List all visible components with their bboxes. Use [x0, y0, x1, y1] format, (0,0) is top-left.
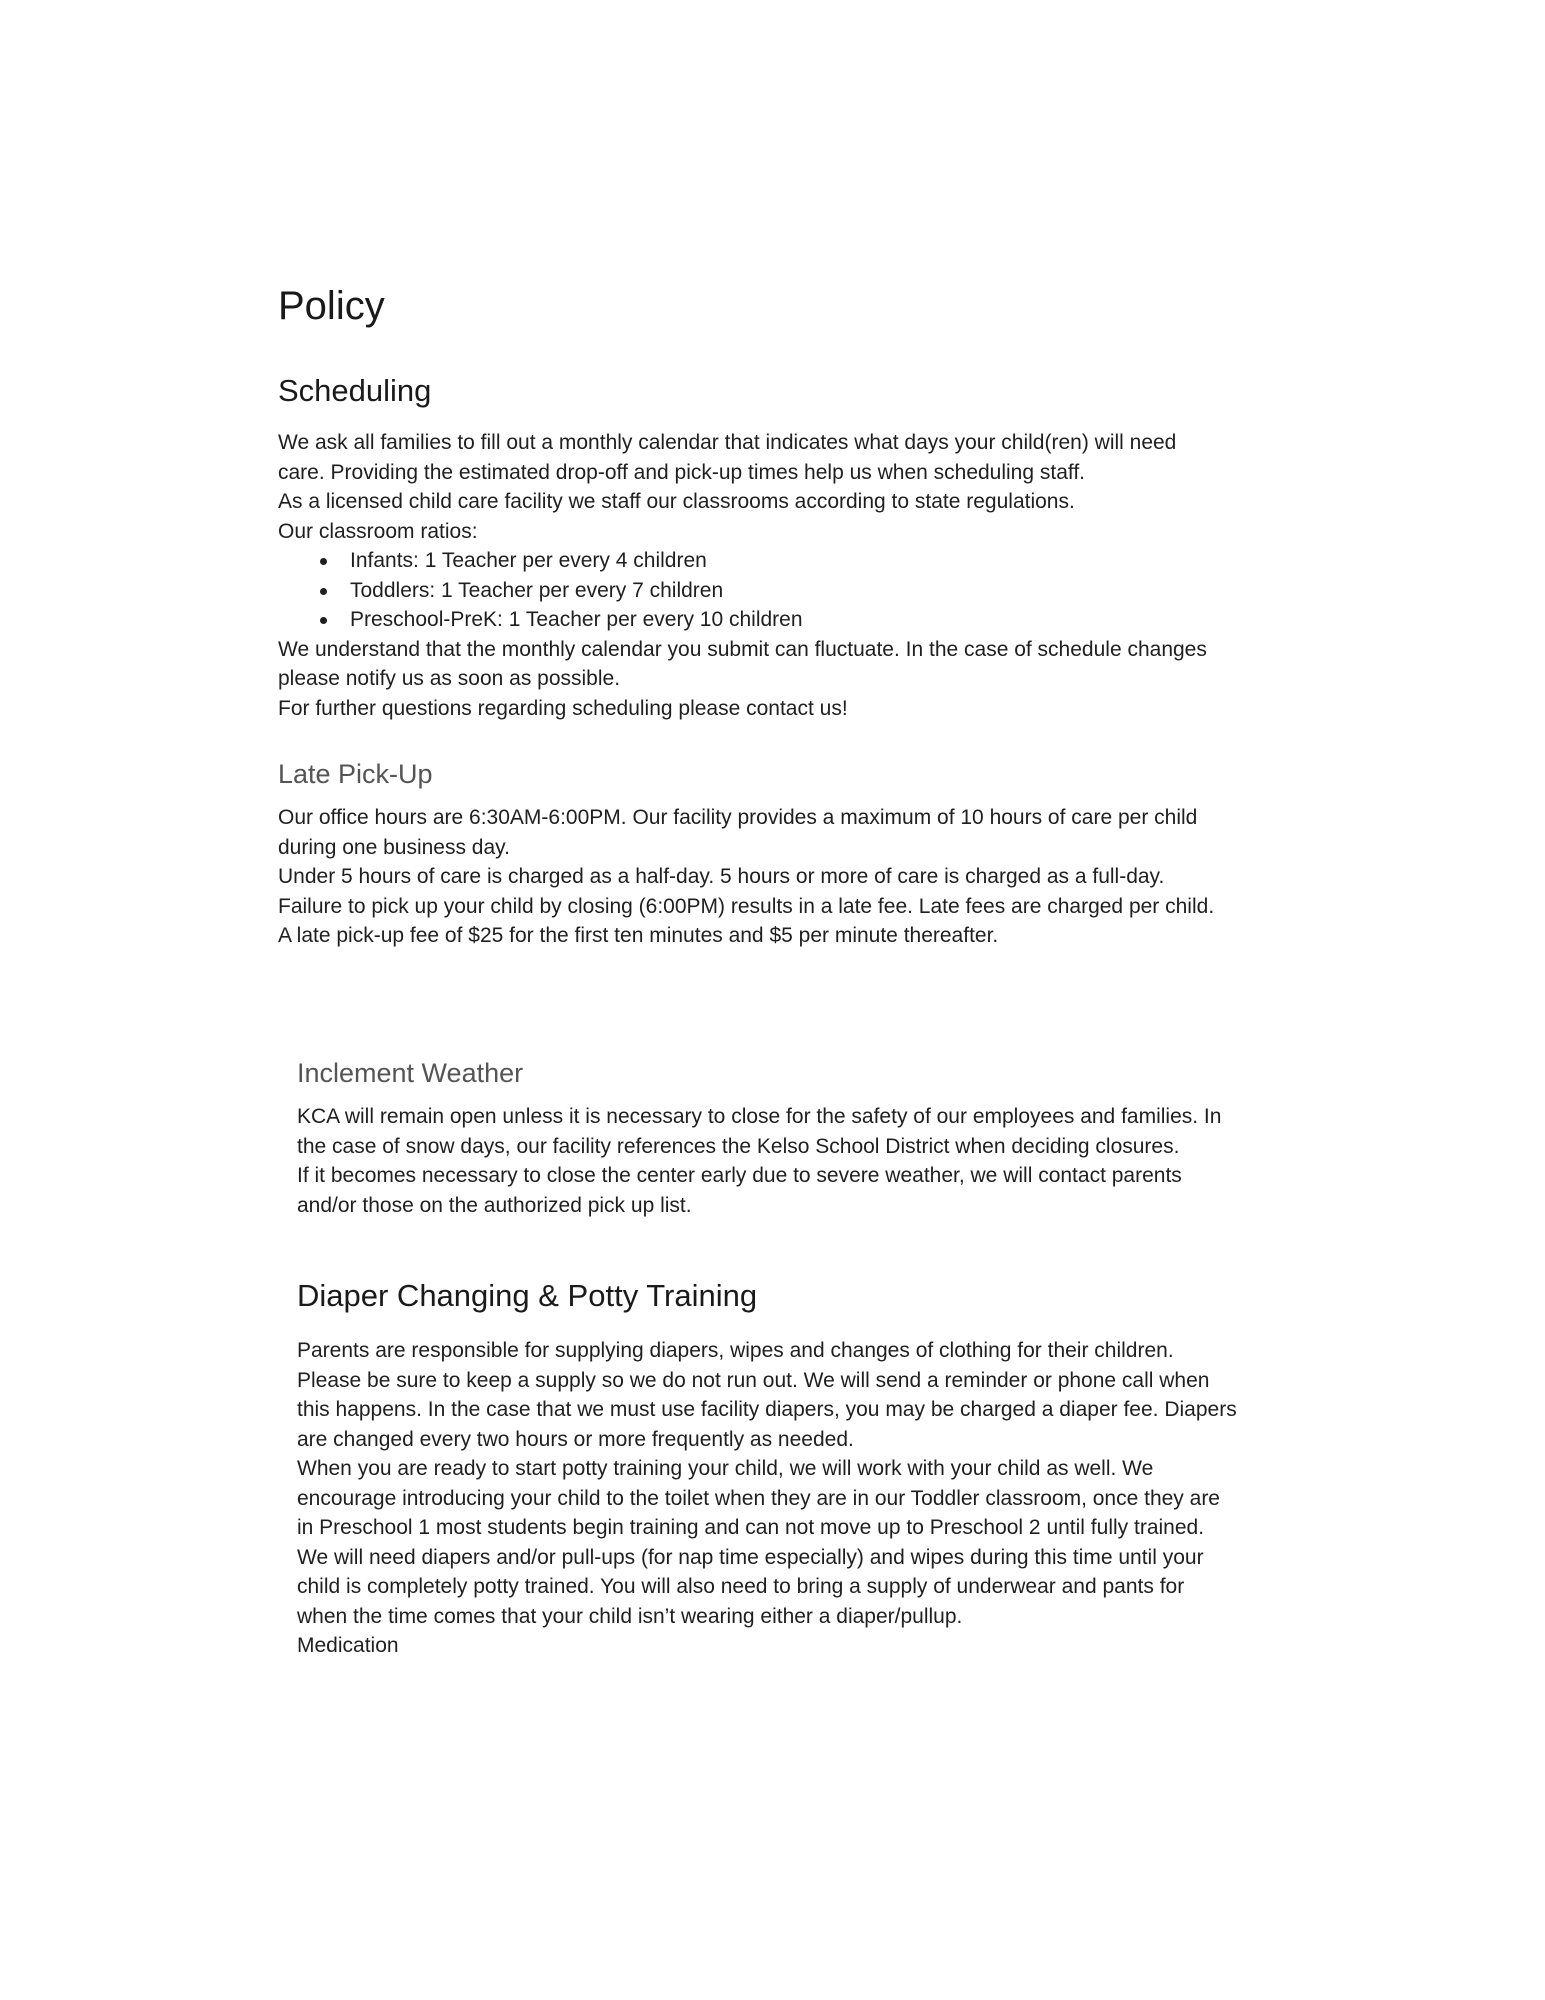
ratio-list-item: Infants: 1 Teacher per every 4 children — [278, 546, 1218, 576]
diaper-paragraph: We will need diapers and/or pull-ups (for nap time especially) and wipes during this time until your child is completely potty trained. You will also need to bring a supply of underwear and pants for when the time comes that your child isn’t wearing either a diaper/pullup. — [297, 1545, 1204, 1628]
diaper-heading: Diaper Changing & Potty Training — [297, 1278, 758, 1313]
ratio-list-item: Toddlers: 1 Teacher per every 7 children — [278, 576, 1218, 606]
ratio-list — [278, 546, 1218, 635]
scheduling-heading: Scheduling — [278, 373, 432, 408]
diaper-paragraph: When you are ready to start potty training your child, we will work with your child as well. We encourage introducing your child to the toilet when they are in our Toddler classroom, once they are in Preschool 1 most students begin training and can not move up to Preschool 2 until fully trained. — [297, 1457, 1220, 1539]
scheduling-outro-paragraph: For further questions regarding scheduling please contact us! — [278, 696, 848, 720]
ratio-list-item: Preschool-PreK: 1 Teacher per every 10 children — [278, 605, 1218, 635]
late-pickup-paragraph: Our office hours are 6:30AM-6:00PM. Our facility provides a maximum of 10 hours of care per child during one business day. — [278, 806, 1198, 859]
scheduling-outro-paragraph: We understand that the monthly calendar you submit can fluctuate. In the case of schedule changes please notify us as soon as possible. — [278, 637, 1207, 690]
scheduling-intro-paragraph: As a licensed child care facility we staff our classrooms according to state regulations. — [278, 490, 1075, 513]
weather-paragraph: KCA will remain open unless it is necessary to close for the safety of our employees and families. In the case of snow days, our facility references the Kelso School District when deciding closures. — [297, 1105, 1222, 1158]
scheduling-section — [278, 428, 1218, 723]
medication-label: Medication — [297, 1634, 399, 1657]
weather-paragraph: If it becomes necessary to close the center early due to severe weather, we will contact parents and/or those on the authorized pick up list. — [297, 1164, 1182, 1217]
late-pickup-paragraph: Under 5 hours of care is charged as a half-day. 5 hours or more of care is charged as a full-day. — [278, 865, 1165, 888]
diaper-paragraph: Parents are responsible for supplying diapers, wipes and changes of clothing for their children. Please be sure to keep a supply so we do not run out. We will send a reminder or phone call when this happens. In the case that we must use facility diapers, you may be charged a diaper fee. Diapers are changed every two hours or more frequently as needed. — [297, 1339, 1237, 1451]
late-pickup-heading: Late Pick-Up — [278, 759, 433, 789]
weather-section — [297, 1102, 1237, 1220]
page-title: Policy — [278, 284, 385, 328]
weather-heading: Inclement Weather — [297, 1058, 524, 1088]
late-pickup-paragraph: A late pick-up fee of $25 for the first ten minutes and $5 per minute thereafter. — [278, 924, 999, 947]
late-pickup-paragraph: Failure to pick up your child by closing (6:00PM) results in a late fee. Late fees are charged per child. — [278, 894, 1215, 918]
late-pickup-section — [278, 803, 1228, 951]
diaper-section — [297, 1336, 1237, 1661]
scheduling-intro-paragraph: Our classroom ratios: — [278, 519, 478, 543]
scheduling-intro-paragraph: We ask all families to fill out a monthly calendar that indicates what days your child(ren) will need care. Providing the estimated drop-off and pick-up times help us when scheduling staff. — [278, 431, 1177, 484]
